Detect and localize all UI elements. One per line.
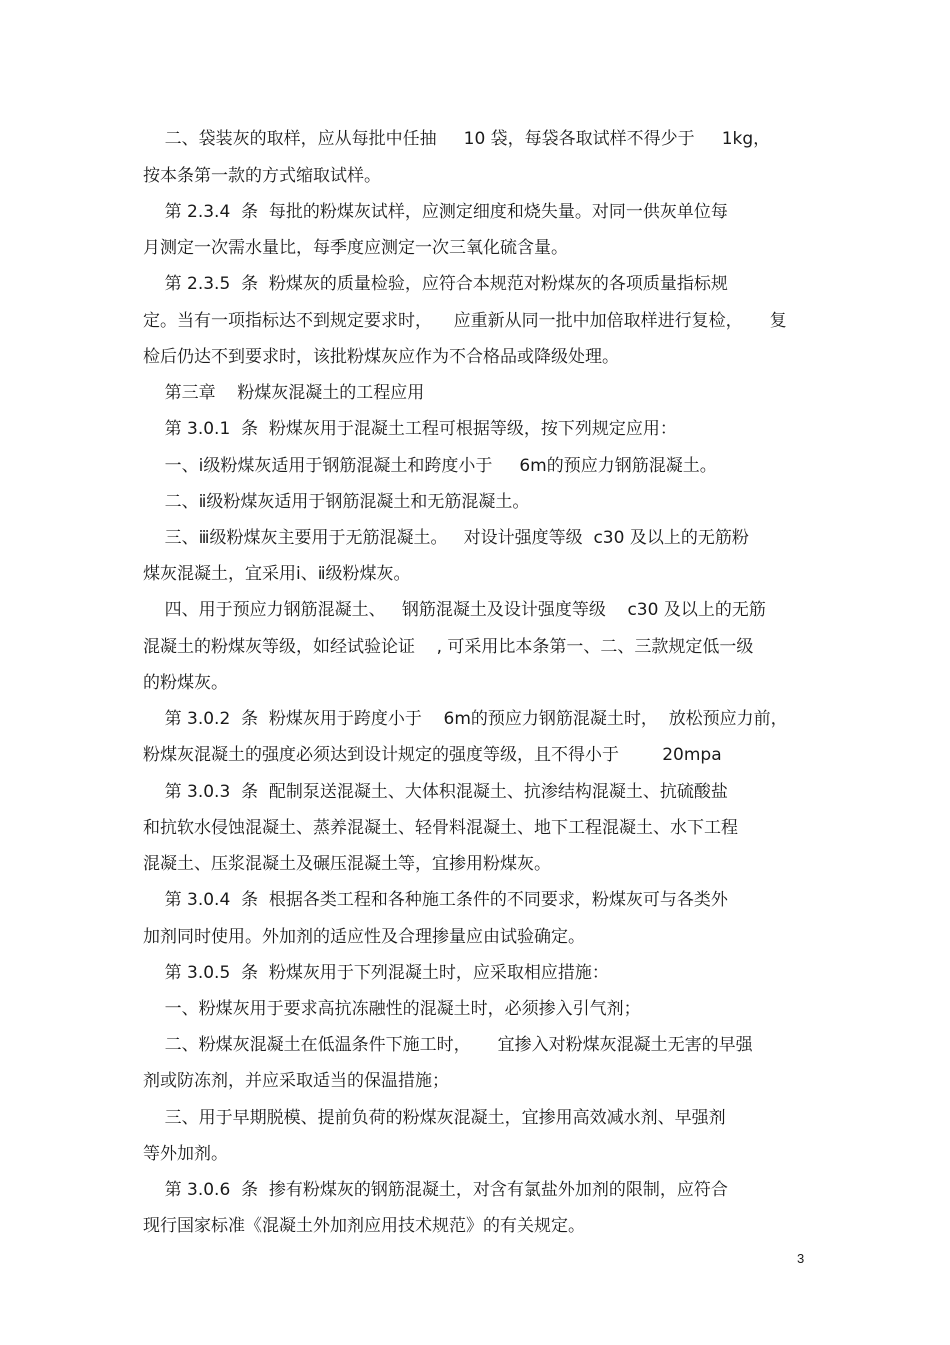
text-line: 第 3.0.3 条 配制泵送混凝土、大体积混凝土、抗渗结构混凝土、抗硫酸盐	[143, 782, 728, 802]
page-number: 3	[797, 1251, 805, 1266]
text-line: 等外加剂。	[143, 1144, 228, 1164]
text-line: 一、粉煤灰用于要求高抗冻融性的混凝土时，必须掺入引气剂；	[143, 999, 641, 1019]
text-line: 第 3.0.6 条 掺有粉煤灰的钢筋混凝土，对含有氯盐外加剂的限制，应符合	[143, 1180, 728, 1200]
text-line: 二、ⅱ级粉煤灰适用于钢筋混凝土和无筋混凝土。	[143, 492, 530, 512]
text-line: 第 3.0.4 条 根据各类工程和各种施工条件的不同要求，粉煤灰可与各类外	[143, 890, 728, 910]
text-line: 第 3.0.1 条 粉煤灰用于混凝土工程可根据等级，按下列规定应用：	[143, 419, 677, 439]
text-line: 三、ⅲ级粉煤灰主要用于无筋混凝土。 对设计强度等级 c30 及以上的无筋粉	[143, 528, 749, 548]
text-line: 按本条第一款的方式缩取试样。	[143, 166, 381, 186]
text-line: 二、袋装灰的取样，应从每批中任抽 10 袋，每袋各取试样不得少于 1kg，	[143, 129, 771, 149]
text-line: 月测定一次需水量比，每季度应测定一次三氧化硫含量。	[143, 238, 568, 258]
chapter-heading: 第三章 粉煤灰混凝土的工程应用	[143, 383, 425, 403]
text-line: 第 3.0.5 条 粉煤灰用于下列混凝土时，应采取相应措施：	[143, 963, 609, 983]
text-line: 混凝土、压浆混凝土及碾压混凝土等，宜掺用粉煤灰。	[143, 854, 551, 874]
text-line: 二、粉煤灰混凝土在低温条件下施工时， 宜掺入对粉煤灰混凝土无害的早强	[143, 1035, 753, 1055]
text-line: 三、用于早期脱模、提前负荷的粉煤灰混凝土，宜掺用高效减水剂、早强剂	[143, 1108, 726, 1128]
text-line: 加剂同时使用。外加剂的适应性及合理掺量应由试验确定。	[143, 927, 585, 947]
text-line: 第 2.3.4 条 每批的粉煤灰试样，应测定细度和烧失量。对同一供灰单位每	[143, 202, 728, 222]
text-line: 混凝土的粉煤灰等级，如经试验论证 , 可采用比本条第一、二、三款规定低一级	[143, 637, 754, 657]
text-line: 的粉煤灰。	[143, 673, 228, 693]
text-line: 四、用于预应力钢筋混凝土、 钢筋混凝土及设计强度等级 c30 及以上的无筋	[143, 600, 766, 620]
text-line: 煤灰混凝土，宜采用ⅰ、ⅱ级粉煤灰。	[143, 564, 411, 584]
text-line: 定。当有一项指标达不到规定要求时， 应重新从同一批中加倍取样进行复检， 复	[143, 311, 787, 331]
text-line: 现行国家标准《混凝土外加剂应用技术规范》的有关规定。	[143, 1216, 585, 1236]
text-line: 检后仍达不到要求时，该批粉煤灰应作为不合格品或降级处理。	[143, 347, 619, 367]
text-line: 第 2.3.5 条 粉煤灰的质量检验，应符合本规范对粉煤灰的各项质量指标规	[143, 274, 728, 294]
text-line: 剂或防冻剂，并应采取适当的保温措施；	[143, 1071, 449, 1091]
text-line: 一、ⅰ级粉煤灰适用于钢筋混凝土和跨度小于 6m的预应力钢筋混凝土。	[143, 456, 717, 476]
text-line: 和抗软水侵蚀混凝土、蒸养混凝土、轻骨料混凝土、地下工程混凝土、水下工程	[143, 818, 738, 838]
text-line: 粉煤灰混凝土的强度必须达到设计规定的强度等级，且不得小于 20mpa	[143, 745, 722, 765]
text-line: 第 3.0.2 条 粉煤灰用于跨度小于 6m的预应力钢筋混凝土时， 放松预应力前，	[143, 709, 788, 729]
